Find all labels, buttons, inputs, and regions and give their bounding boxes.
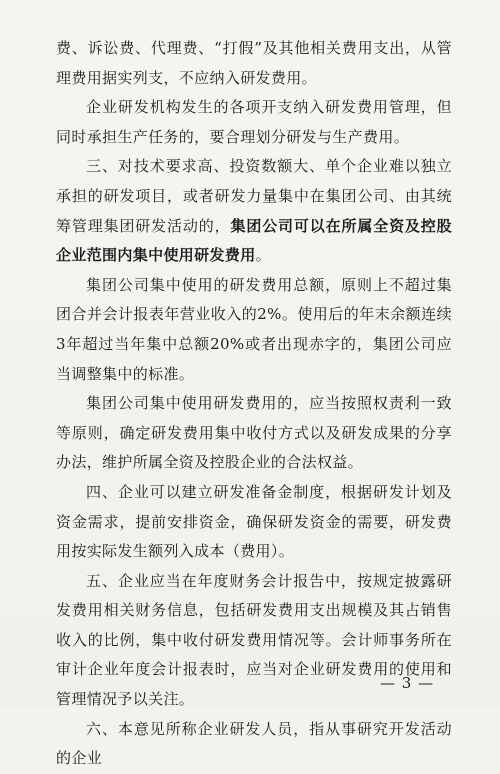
paragraph-5 xyxy=(56,389,452,478)
paragraph-6 xyxy=(56,478,452,567)
paragraph-7-text: 五、企业应当在年度财务会计报告中，按规定披露研发费用相关财务信息，包括研发费用支出规模及其占销售收入的比例，集中收付研发费用情况等。会计师事务所在审计企业年度会计报表时，应当对企业研发费用的使用和管理情况予以关注。 xyxy=(56,571,452,709)
paragraph-7 xyxy=(56,567,452,715)
page-number: — 3 — xyxy=(380,674,435,692)
paragraph-3-bold-text: 集团公司可以在所属全资及控股企业范围内集中使用研发费用 xyxy=(56,216,452,265)
body-text xyxy=(56,34,452,774)
paragraph-1 xyxy=(56,34,452,93)
paragraph-4-text: 集团公司集中使用的研发费用总额，原则上不超过集团合并会计报表年营业收入的2%。使用后的年末余额连续3年超过当年集中总额20%或者出现赤字的，集团公司应当调整集中的标准。 xyxy=(56,275,452,383)
paragraph-2 xyxy=(56,93,452,152)
paragraph-8 xyxy=(56,715,452,774)
paragraph-1-text: 费、诉讼费、代理费、“打假”及其他相关费用支出，从管理费用据实列支，不应纳入研发费用。 xyxy=(56,39,452,87)
paragraph-4 xyxy=(56,271,452,389)
paragraph-3 xyxy=(56,152,452,270)
paragraph-3-text: 三、对技术要求高、投资数额大、单个企业难以独立承担的研发项目，或者研发力量集中在集团公司、由其统筹管理集团研发活动的， xyxy=(56,157,452,235)
paragraph-8-text: 六、本意见所称企业研发人员，指从事研究开发活动的企业 xyxy=(56,719,452,768)
paragraph-2-text: 企业研发机构发生的各项开支纳入研发费用管理，但同时承担生产任务的，要合理划分研发与生产费用。 xyxy=(56,98,452,146)
paragraph-6-text: 四、企业可以建立研发准备金制度，根据研发计划及资金需求，提前安排资金，确保研发资金的需要，研发费用按实际发生额列入成本（费用）。 xyxy=(56,482,452,561)
paragraph-3-end: 。 xyxy=(255,246,271,265)
paragraph-5-text: 集团公司集中使用研发费用的，应当按照权责利一致等原则，确定研发费用集中收付方式以及研发成果的分享办法，维护所属全资及控股企业的合法权益。 xyxy=(56,394,452,472)
